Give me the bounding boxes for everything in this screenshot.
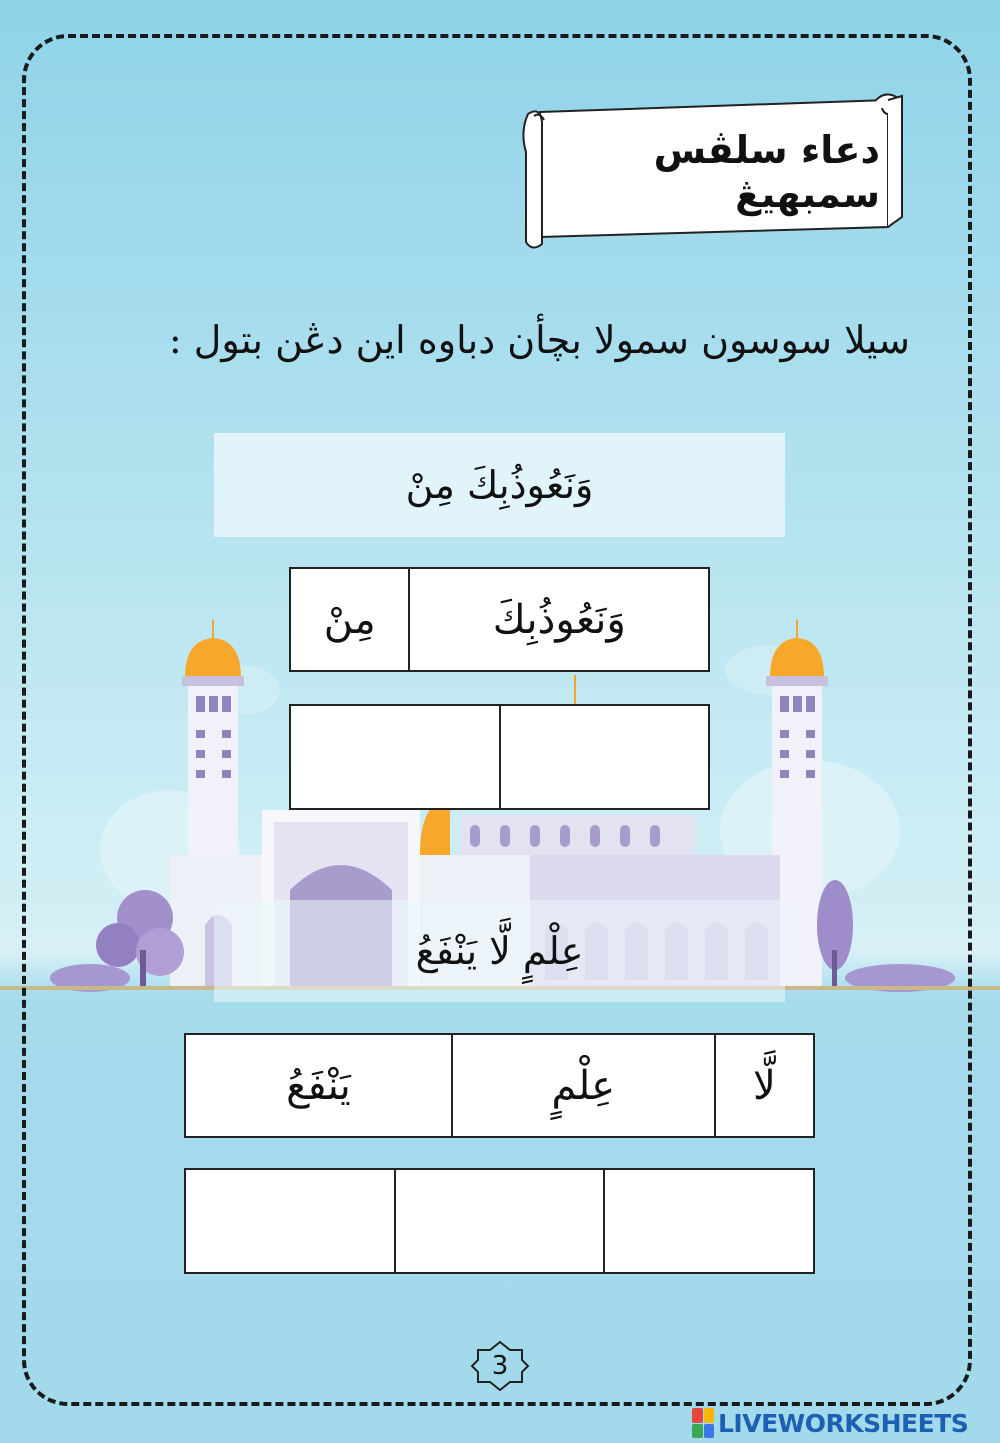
brand-logo-tile bbox=[704, 1408, 715, 1423]
brand-logo-icon bbox=[692, 1408, 714, 1438]
phrase-two: عِلْمٍ لَّا يَنْفَعُ bbox=[214, 900, 785, 1002]
brand-name: LIVEWORKSHEETS bbox=[718, 1408, 969, 1438]
phrase-one: وَنَعُوذُبِكَ مِنْ bbox=[214, 433, 785, 537]
brand-logo-tile bbox=[704, 1424, 715, 1439]
title-scroll-banner bbox=[520, 92, 904, 252]
word-tiles-one bbox=[289, 567, 710, 672]
answer-slot[interactable] bbox=[290, 705, 500, 809]
word-tile[interactable]: وَنَعُوذُبِكَ bbox=[409, 568, 709, 671]
brand-logo-tile bbox=[692, 1424, 703, 1439]
word-tile[interactable]: مِنْ bbox=[290, 568, 409, 671]
answer-slot[interactable] bbox=[604, 1169, 814, 1273]
liveworksheets-brand bbox=[692, 1405, 996, 1441]
brand-logo-tile bbox=[692, 1408, 703, 1423]
answer-slot[interactable] bbox=[500, 705, 710, 809]
page-number: 3 bbox=[491, 1351, 509, 1381]
answer-slots-one bbox=[289, 704, 710, 810]
page-number-badge bbox=[470, 1340, 530, 1392]
answer-slot[interactable] bbox=[185, 1169, 395, 1273]
instruction-text: سيلا سوسون سمولا بچأن دباوه اين دڠن بتول : bbox=[168, 318, 910, 362]
answer-slot[interactable] bbox=[395, 1169, 605, 1273]
answer-slots-two bbox=[184, 1168, 815, 1274]
word-tile[interactable]: عِلْمٍ bbox=[452, 1034, 715, 1137]
word-tile[interactable]: يَنْفَعُ bbox=[185, 1034, 452, 1137]
word-tile[interactable]: لَّا bbox=[715, 1034, 814, 1137]
worksheet-title: دعاء سلڤس سمبهيڠ bbox=[653, 128, 880, 216]
word-tiles-two bbox=[184, 1033, 815, 1138]
